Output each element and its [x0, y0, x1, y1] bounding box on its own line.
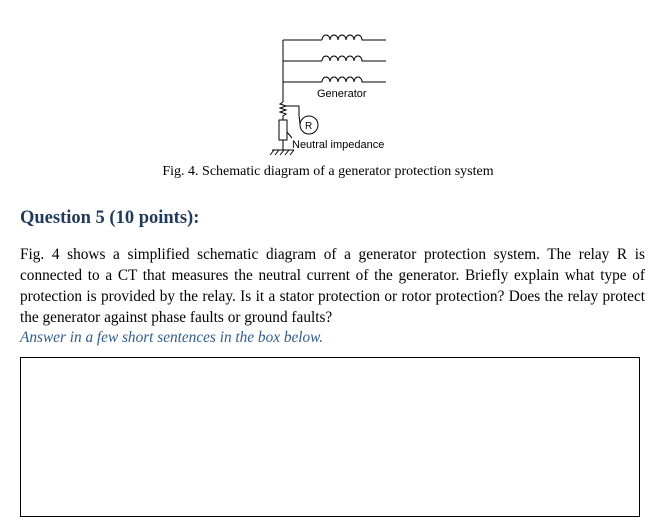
- neutral-impedance-resistor: [279, 120, 287, 140]
- impedance-label-leader: [287, 132, 292, 138]
- figure-caption: Fig. 4. Schematic diagram of a generator protection system: [162, 164, 494, 179]
- question-body: Fig. 4 shows a simplified schematic diagram of a generator protection system. The relay R is connected to a CT that measures the neutral current of the generator. Briefly explain what type of protection is provided by the relay. Is it a stator protection or rotor protection? Does the relay protect the generator against phase faults or ground faults?: [20, 246, 645, 326]
- winding-coil-a: [322, 35, 366, 40]
- answer-instruction: Answer in a few short sentences in the box below.: [20, 329, 324, 346]
- question-title: Question 5 (10 points):: [20, 208, 200, 228]
- generator-label: Generator: [317, 88, 367, 100]
- answer-box[interactable]: [20, 357, 640, 517]
- current-transformer-symbol: [280, 102, 286, 120]
- relay-label: R: [305, 121, 313, 132]
- relay-lead-line: [286, 106, 299, 116]
- winding-coil-b: [322, 56, 366, 61]
- generator-protection-schematic: [0, 0, 656, 165]
- winding-coil-c: [322, 77, 366, 82]
- neutral-impedance-label: Neutral impedance: [292, 139, 385, 151]
